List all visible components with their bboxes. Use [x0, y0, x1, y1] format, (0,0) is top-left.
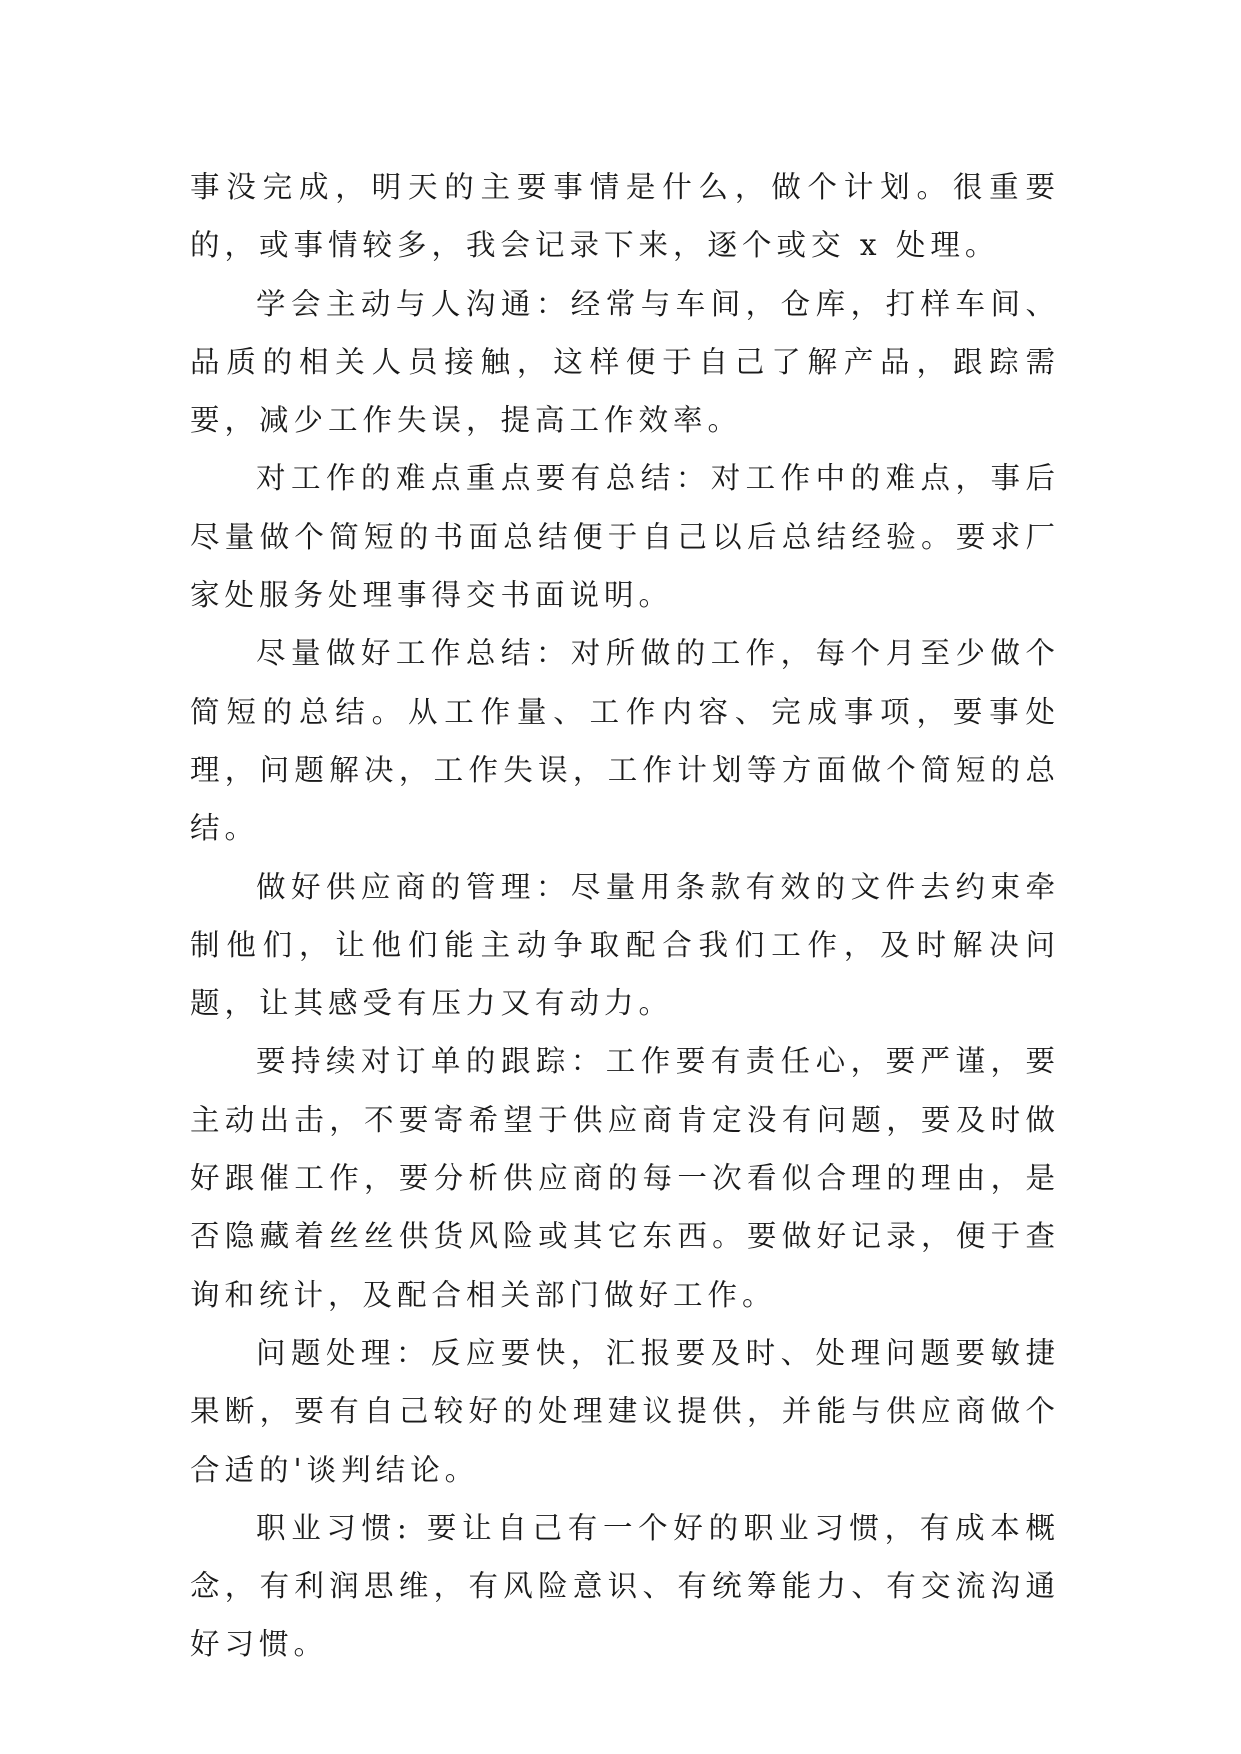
- paragraph-communication: 学会主动与人沟通：经常与车间，仓库，打样车间、品质的相关人员接触，这样便于自己了解产品，跟踪需要，减少工作失误，提高工作效率。: [190, 286, 1060, 438]
- paragraph-difficulty-summary: 对工作的难点重点要有总结：对工作中的难点，事后尽量做个简短的书面总结便于自己以后总结经验。要求厂家处服务处理事得交书面说明。: [190, 461, 1060, 613]
- paragraph-continuation: 事没完成，明天的主要事情是什么，做个计划。很重要的，或事情较多，我会记录下来，逐个或交 x 处理。: [190, 170, 1060, 263]
- paragraph-work-summary: 尽量做好工作总结：对所做的工作，每个月至少做个简短的总结。从工作量、工作内容、完成事项，要事处理，问题解决，工作失误，工作计划等方面做个简短的总结。: [190, 636, 1060, 846]
- paragraph-order-tracking: 要持续对订单的跟踪：工作要有责任心，要严谨，要主动出击，不要寄希望于供应商肯定没有问题，要及时做好跟催工作，要分析供应商的每一次看似合理的理由，是否隐藏着丝丝供货风险或其它东西。要做好记录，便于查询和统计，及配合相关部门做好工作。: [190, 1044, 1060, 1312]
- document-body: [190, 158, 1060, 1674]
- paragraph-problem-handling: 问题处理：反应要快，汇报要及时、处理问题要敏捷果断，要有自己较好的处理建议提供，并能与供应商做个合适的'谈判结论。: [190, 1335, 1060, 1487]
- paragraph-professional-habits: 职业习惯: 要让自己有一个好的职业习惯，有成本概念，有利润思维，有风险意识、有统筹能力、有交流沟通好习惯。: [190, 1510, 1060, 1662]
- paragraph-supplier-management: 做好供应商的管理：尽量用条款有效的文件去约束牵制他们，让他们能主动争取配合我们工作，及时解决问题，让其感受有压力又有动力。: [190, 869, 1060, 1021]
